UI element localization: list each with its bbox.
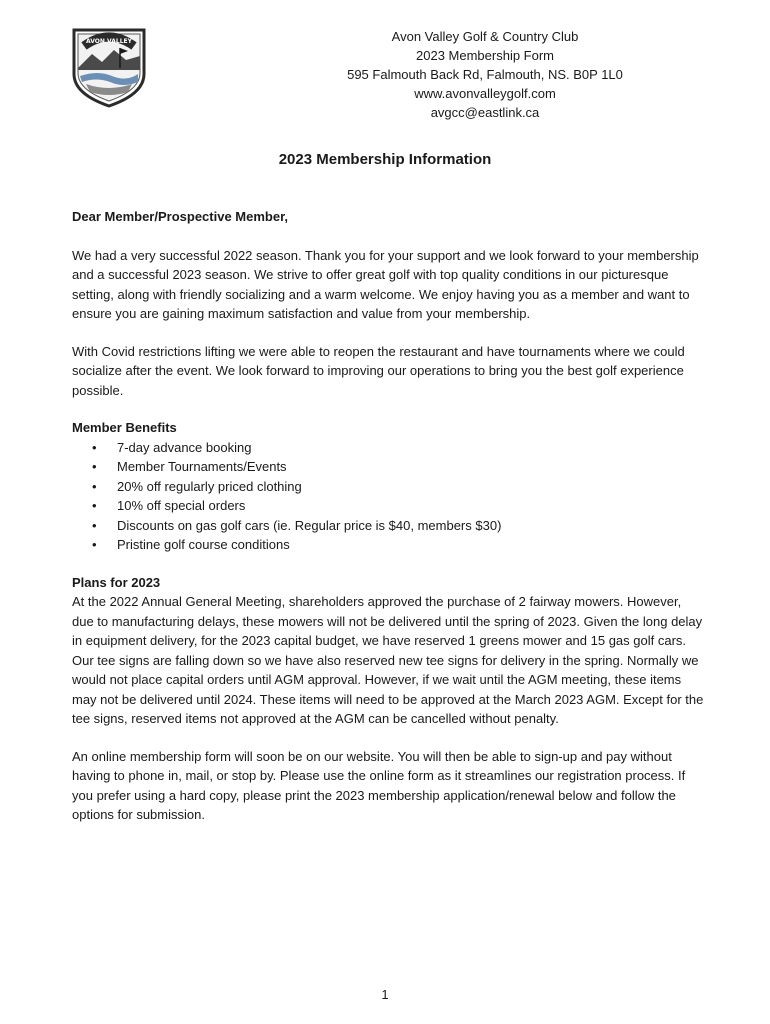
form-name: 2023 Membership Form bbox=[416, 48, 554, 63]
club-crest-icon bbox=[68, 22, 150, 108]
list-item: • 7-day advance booking bbox=[72, 438, 704, 458]
club-name: Avon Valley Golf & Country Club bbox=[391, 29, 579, 44]
benefits-heading: Member Benefits bbox=[72, 420, 177, 435]
list-item: • Pristine golf course conditions bbox=[72, 535, 704, 555]
intro-paragraph: We had a very successful 2022 season. Thank you for your support and we look forward to your membership and a successful 2023 season. We strive to offer great golf with top quality conditions in our picturesque setting, along with friendly socializing and a warm welcome. We enjoy having you as a member and want to ensure you are gaining maximum satisfaction and value from your membership. bbox=[72, 247, 699, 321]
page-title: 2023 Membership Information bbox=[278, 151, 492, 168]
greeting: Dear Member/Prospective Member, bbox=[72, 209, 289, 224]
list-item: • 20% off regularly priced clothing bbox=[72, 477, 704, 497]
club-address: 595 Falmouth Back Rd, Falmouth, NS. B0P 1L0 bbox=[347, 67, 623, 82]
list-item: • Member Tournaments/Events bbox=[72, 457, 704, 477]
club-logo bbox=[68, 22, 150, 108]
club-website-link[interactable]: www.avonvalleygolf.com bbox=[414, 86, 556, 101]
online-form-paragraph: An online membership form will soon be on our website. You will then be able to sign-up and pay without having to phone in, mail, or stop by. Please use the online form as it streamlines our registration process. If you prefer using a hard copy, please print the 2023 membership application/renewal below and follow the options for submission. bbox=[72, 748, 686, 822]
list-item: • Discounts on gas golf cars (ie. Regular price is $40, members $30) bbox=[72, 516, 704, 536]
plans-paragraph: At the 2022 Annual General Meeting, shareholders approved the purchase of 2 fairway mowers. However, due to manufacturing delays, these mowers will not be delivered until the spring of 2023. Given the long delay in equipment delivery, for the 2023 capital budget, we have reserved 1 greens mower and 15 gas golf cars. Our tee signs are falling down so we have also reserved new tee signs for delivery in the spring. Normally we would not place capital orders until AGM approval. However, if we wait until the AGM meeting, these items may not be delivered until 2024. These items will need to be approved at the March 2023 AGM. Except for the tee signs, reserved items not approved at the AGM can be cancelled without penalty. bbox=[72, 594, 704, 726]
list-item: • 10% off special orders bbox=[72, 496, 704, 516]
benefits-list bbox=[72, 438, 704, 555]
club-header bbox=[330, 27, 640, 122]
logo-ring-text: AVON VALLEY bbox=[86, 38, 132, 45]
page-number: 1 bbox=[381, 987, 389, 1002]
plans-heading: Plans for 2023 bbox=[72, 574, 161, 590]
club-email-link[interactable]: avgcc@eastlink.ca bbox=[430, 105, 540, 120]
letter-body bbox=[72, 207, 704, 843]
covid-paragraph: With Covid restrictions lifting we were able to reopen the restaurant and have tournaments where we could socialize after the event. We look forward to improving our operations to bring you the best golf experience possible. bbox=[72, 343, 685, 398]
